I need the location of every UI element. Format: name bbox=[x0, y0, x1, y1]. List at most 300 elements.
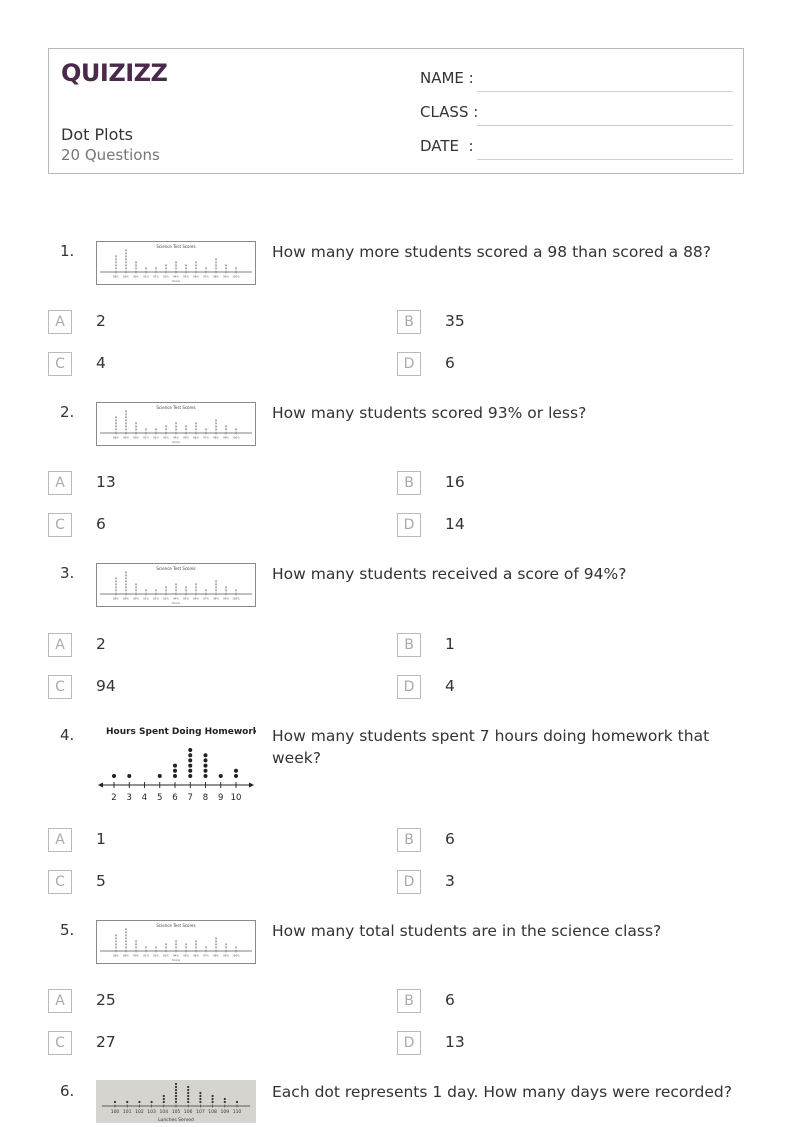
option-value: 14 bbox=[445, 515, 465, 533]
option-value: 1 bbox=[96, 830, 106, 848]
data-mark: × bbox=[134, 939, 138, 944]
option-letter: C bbox=[48, 675, 72, 699]
data-dot bbox=[204, 753, 208, 757]
tick-label: 99% bbox=[223, 954, 229, 958]
tick-label: 90% bbox=[133, 597, 139, 601]
data-dot bbox=[151, 1101, 153, 1103]
data-dot bbox=[199, 1101, 201, 1103]
tick-label: 88% bbox=[113, 954, 119, 958]
data-mark: × bbox=[164, 588, 168, 593]
data-dot bbox=[175, 1083, 177, 1085]
data-mark: × bbox=[114, 576, 118, 581]
option-letter: A bbox=[48, 310, 72, 334]
data-mark: × bbox=[114, 936, 118, 941]
science-dot-plot bbox=[97, 242, 255, 284]
name-field[interactable] bbox=[420, 69, 733, 95]
data-dot bbox=[158, 774, 162, 778]
science-dot-plot bbox=[97, 921, 255, 963]
data-dot bbox=[187, 1092, 189, 1094]
tick-label: 94% bbox=[173, 954, 179, 958]
data-mark: × bbox=[114, 260, 118, 265]
data-dot bbox=[234, 774, 238, 778]
data-mark: × bbox=[214, 424, 218, 429]
question-text: How many students received a score of 94%? bbox=[272, 565, 627, 583]
data-mark: × bbox=[144, 945, 148, 950]
data-dot bbox=[199, 1098, 201, 1100]
data-mark: × bbox=[184, 945, 188, 950]
data-mark: × bbox=[164, 266, 168, 271]
data-mark: × bbox=[194, 260, 198, 265]
data-dot bbox=[188, 753, 192, 757]
tick-label: 93% bbox=[163, 597, 169, 601]
data-mark: × bbox=[114, 424, 118, 429]
data-mark: × bbox=[124, 585, 128, 590]
data-dot bbox=[138, 1101, 140, 1103]
option-letter: D bbox=[397, 1031, 421, 1055]
data-dot bbox=[224, 1098, 226, 1100]
tick-label: 100% bbox=[232, 597, 240, 601]
science-dot-plot-thumbnail bbox=[96, 402, 256, 446]
tick-label: 5 bbox=[157, 793, 163, 803]
axis-label: Score bbox=[172, 601, 180, 605]
data-mark: × bbox=[124, 927, 128, 932]
data-mark: × bbox=[134, 263, 138, 268]
option-letter: B bbox=[397, 828, 421, 852]
class-field[interactable] bbox=[420, 103, 733, 129]
data-dot bbox=[187, 1098, 189, 1100]
data-mark: × bbox=[124, 263, 128, 268]
tick-label: 99% bbox=[223, 597, 229, 601]
data-mark: × bbox=[174, 260, 178, 265]
data-mark: × bbox=[124, 415, 128, 420]
option-letter: A bbox=[48, 633, 72, 657]
tick-label: 88% bbox=[113, 436, 119, 440]
question-number: 4. bbox=[60, 726, 75, 744]
data-dot bbox=[187, 1089, 189, 1091]
data-dot bbox=[224, 1101, 226, 1103]
date-line bbox=[477, 159, 733, 160]
date-field[interactable] bbox=[420, 137, 733, 163]
science-dot-plot bbox=[97, 564, 255, 606]
data-mark: × bbox=[184, 585, 188, 590]
data-dot bbox=[188, 758, 192, 762]
data-mark: × bbox=[194, 582, 198, 587]
data-dot bbox=[212, 1101, 214, 1103]
tick-label: 105 bbox=[171, 1110, 181, 1115]
tick-label: 100% bbox=[232, 954, 240, 958]
data-mark: × bbox=[114, 585, 118, 590]
data-dot bbox=[204, 764, 208, 768]
option-letter: A bbox=[48, 471, 72, 495]
data-mark: × bbox=[114, 266, 118, 271]
data-mark: × bbox=[124, 939, 128, 944]
tick-label: 104 bbox=[159, 1110, 169, 1115]
tick-label: 93% bbox=[163, 275, 169, 279]
data-mark: × bbox=[134, 588, 138, 593]
tick-label: 97% bbox=[203, 954, 209, 958]
option-value: 6 bbox=[445, 830, 455, 848]
data-mark: × bbox=[124, 930, 128, 935]
data-mark: × bbox=[174, 266, 178, 271]
data-mark: × bbox=[174, 939, 178, 944]
tick-label: 89% bbox=[123, 436, 129, 440]
data-dot bbox=[175, 1098, 177, 1100]
question-text: How many total students are in the science class? bbox=[272, 922, 662, 940]
data-mark: × bbox=[144, 427, 148, 432]
data-dot bbox=[163, 1095, 165, 1097]
data-mark: × bbox=[194, 424, 198, 429]
data-mark: × bbox=[174, 421, 178, 426]
data-dot bbox=[187, 1095, 189, 1097]
tick-label: 96% bbox=[193, 275, 199, 279]
tick-label: 88% bbox=[113, 275, 119, 279]
tick-label: 96% bbox=[193, 954, 199, 958]
option-value: 2 bbox=[96, 312, 106, 330]
data-mark: × bbox=[214, 266, 218, 271]
science-dot-plot-thumbnail bbox=[96, 563, 256, 607]
data-mark: × bbox=[124, 418, 128, 423]
axis-label: Score bbox=[172, 279, 180, 283]
data-mark: × bbox=[184, 424, 188, 429]
tick-label: 93% bbox=[163, 954, 169, 958]
tick-label: 3 bbox=[126, 793, 132, 803]
data-mark: × bbox=[154, 945, 158, 950]
tick-label: 96% bbox=[193, 436, 199, 440]
data-mark: × bbox=[214, 427, 218, 432]
data-mark: × bbox=[194, 427, 198, 432]
data-dot bbox=[173, 774, 177, 778]
data-mark: × bbox=[114, 421, 118, 426]
option-letter: C bbox=[48, 1031, 72, 1055]
data-mark: × bbox=[164, 585, 168, 590]
science-dot-plot-thumbnail bbox=[96, 241, 256, 285]
data-mark: × bbox=[114, 254, 118, 259]
science-dot-plot bbox=[97, 403, 255, 445]
data-dot bbox=[212, 1098, 214, 1100]
tick-label: 88% bbox=[113, 597, 119, 601]
tick-label: 94% bbox=[173, 597, 179, 601]
data-dot bbox=[187, 1101, 189, 1103]
science-plot-title: Science Test Scores bbox=[156, 923, 196, 928]
data-mark: × bbox=[224, 588, 228, 593]
data-mark: × bbox=[124, 576, 128, 581]
data-mark: × bbox=[194, 945, 198, 950]
data-mark: × bbox=[114, 579, 118, 584]
data-mark: × bbox=[224, 585, 228, 590]
data-dot bbox=[175, 1086, 177, 1088]
data-mark: × bbox=[114, 939, 118, 944]
tick-label: 107 bbox=[196, 1110, 205, 1115]
data-mark: × bbox=[174, 942, 178, 947]
data-mark: × bbox=[124, 936, 128, 941]
data-mark: × bbox=[224, 942, 228, 947]
data-mark: × bbox=[134, 266, 138, 271]
tick-label: 106 bbox=[183, 1110, 193, 1115]
tick-label: 99% bbox=[223, 436, 229, 440]
tick-label: 92% bbox=[153, 436, 159, 440]
data-mark: × bbox=[214, 263, 218, 268]
data-mark: × bbox=[184, 942, 188, 947]
data-mark: × bbox=[124, 570, 128, 575]
data-mark: × bbox=[214, 421, 218, 426]
homework-plot-title: Hours Spent Doing Homework bbox=[106, 727, 256, 737]
data-dot bbox=[126, 1101, 128, 1103]
class-label: CLASS : bbox=[420, 103, 479, 121]
data-mark: × bbox=[214, 260, 218, 265]
data-mark: × bbox=[124, 588, 128, 593]
tick-label: 98% bbox=[213, 954, 219, 958]
tick-label: 109 bbox=[220, 1110, 230, 1115]
option-value: 2 bbox=[96, 635, 106, 653]
data-mark: × bbox=[124, 421, 128, 426]
data-mark: × bbox=[164, 942, 168, 947]
data-dot bbox=[234, 769, 238, 773]
data-dot bbox=[236, 1101, 238, 1103]
tick-label: 89% bbox=[123, 954, 129, 958]
data-mark: × bbox=[224, 945, 228, 950]
option-letter: C bbox=[48, 513, 72, 537]
name-line bbox=[477, 91, 733, 92]
data-mark: × bbox=[124, 933, 128, 938]
data-mark: × bbox=[124, 412, 128, 417]
question-number: 1. bbox=[60, 242, 75, 260]
data-mark: × bbox=[114, 415, 118, 420]
tick-label: 100% bbox=[232, 436, 240, 440]
data-mark: × bbox=[174, 424, 178, 429]
option-value: 25 bbox=[96, 991, 116, 1009]
data-mark: × bbox=[184, 427, 188, 432]
data-mark: × bbox=[224, 266, 228, 271]
tick-label: 98% bbox=[213, 436, 219, 440]
tick-label: 91% bbox=[143, 954, 149, 958]
data-mark: × bbox=[214, 579, 218, 584]
option-letter: D bbox=[397, 513, 421, 537]
tick-label: 103 bbox=[147, 1110, 156, 1115]
data-mark: × bbox=[194, 939, 198, 944]
data-dot bbox=[188, 774, 192, 778]
question-number: 3. bbox=[60, 564, 75, 582]
question-text: How many students scored 93% or less? bbox=[272, 404, 587, 422]
data-mark: × bbox=[214, 257, 218, 262]
tick-label: 89% bbox=[123, 597, 129, 601]
data-mark: × bbox=[134, 427, 138, 432]
question-number: 5. bbox=[60, 921, 75, 939]
data-dot bbox=[188, 764, 192, 768]
tick-label: 95% bbox=[183, 275, 189, 279]
data-mark: × bbox=[124, 424, 128, 429]
data-mark: × bbox=[214, 585, 218, 590]
question-text: How many more students scored a 98 than scored a 88? bbox=[272, 243, 712, 261]
data-dot bbox=[173, 769, 177, 773]
question-count: 20 Questions bbox=[61, 146, 160, 164]
data-dot bbox=[188, 769, 192, 773]
tick-label: 7 bbox=[187, 793, 193, 803]
data-mark: × bbox=[124, 945, 128, 950]
data-mark: × bbox=[144, 588, 148, 593]
tick-label: 94% bbox=[173, 275, 179, 279]
data-mark: × bbox=[204, 945, 208, 950]
data-mark: × bbox=[114, 933, 118, 938]
option-value: 6 bbox=[96, 515, 106, 533]
data-dot bbox=[199, 1095, 201, 1097]
data-dot bbox=[175, 1095, 177, 1097]
data-dot bbox=[219, 774, 223, 778]
option-value: 3 bbox=[445, 872, 455, 890]
option-letter: A bbox=[48, 989, 72, 1013]
worksheet-title: Dot Plots bbox=[61, 125, 133, 144]
tick-label: 92% bbox=[153, 597, 159, 601]
quizizz-logo: QUIZIZZ bbox=[61, 59, 168, 87]
data-mark: × bbox=[174, 582, 178, 587]
data-mark: × bbox=[144, 266, 148, 271]
science-plot-title: Science Test Scores bbox=[156, 566, 196, 571]
data-mark: × bbox=[204, 427, 208, 432]
data-mark: × bbox=[214, 939, 218, 944]
data-mark: × bbox=[204, 588, 208, 593]
option-value: 94 bbox=[96, 677, 116, 695]
worksheet-header bbox=[48, 48, 744, 174]
data-dot bbox=[112, 774, 116, 778]
data-mark: × bbox=[124, 260, 128, 265]
data-dot bbox=[204, 769, 208, 773]
question-number: 2. bbox=[60, 403, 75, 421]
data-mark: × bbox=[124, 579, 128, 584]
data-mark: × bbox=[114, 427, 118, 432]
data-mark: × bbox=[214, 945, 218, 950]
science-dot-plot-thumbnail bbox=[96, 920, 256, 964]
option-letter: B bbox=[397, 310, 421, 334]
data-mark: × bbox=[114, 418, 118, 423]
science-plot-title: Science Test Scores bbox=[156, 405, 196, 410]
data-mark: × bbox=[174, 585, 178, 590]
data-dot bbox=[175, 1101, 177, 1103]
tick-label: 96% bbox=[193, 597, 199, 601]
data-mark: × bbox=[164, 424, 168, 429]
data-mark: × bbox=[114, 582, 118, 587]
axis-label: Score bbox=[172, 958, 180, 962]
tick-label: 90% bbox=[133, 275, 139, 279]
option-value: 4 bbox=[445, 677, 455, 695]
tick-label: 98% bbox=[213, 597, 219, 601]
data-mark: × bbox=[164, 427, 168, 432]
data-mark: × bbox=[174, 263, 178, 268]
data-mark: × bbox=[214, 588, 218, 593]
tick-label: 97% bbox=[203, 597, 209, 601]
tick-label: 8 bbox=[202, 793, 209, 803]
tick-label: 95% bbox=[183, 954, 189, 958]
option-value: 5 bbox=[96, 872, 106, 890]
option-letter: B bbox=[397, 633, 421, 657]
tick-label: 91% bbox=[143, 436, 149, 440]
option-value: 13 bbox=[96, 473, 116, 491]
data-mark: × bbox=[194, 585, 198, 590]
tick-label: 93% bbox=[163, 436, 169, 440]
data-mark: × bbox=[184, 263, 188, 268]
option-value: 27 bbox=[96, 1033, 116, 1051]
data-mark: × bbox=[124, 251, 128, 256]
option-letter: A bbox=[48, 828, 72, 852]
data-dot bbox=[163, 1101, 165, 1103]
tick-label: 2 bbox=[111, 793, 117, 803]
data-mark: × bbox=[174, 427, 178, 432]
data-mark: × bbox=[204, 266, 208, 271]
tick-label: 92% bbox=[153, 275, 159, 279]
data-dot bbox=[204, 758, 208, 762]
data-mark: × bbox=[134, 942, 138, 947]
data-mark: × bbox=[224, 424, 228, 429]
data-mark: × bbox=[124, 248, 128, 253]
option-letter: B bbox=[397, 989, 421, 1013]
data-dot bbox=[204, 774, 208, 778]
data-mark: × bbox=[134, 582, 138, 587]
data-dot bbox=[127, 774, 131, 778]
tick-label: 95% bbox=[183, 436, 189, 440]
data-mark: × bbox=[114, 263, 118, 268]
data-mark: × bbox=[214, 936, 218, 941]
data-mark: × bbox=[124, 409, 128, 414]
class-line bbox=[477, 125, 733, 126]
data-mark: × bbox=[234, 266, 238, 271]
science-plot-title: Science Test Scores bbox=[156, 244, 196, 249]
tick-label: 97% bbox=[203, 275, 209, 279]
data-dot bbox=[114, 1101, 116, 1103]
data-dot bbox=[187, 1086, 189, 1088]
data-mark: × bbox=[194, 421, 198, 426]
tick-label: 98% bbox=[213, 275, 219, 279]
data-dot bbox=[188, 748, 192, 752]
data-dot bbox=[212, 1095, 214, 1097]
data-mark: × bbox=[194, 263, 198, 268]
tick-label: 4 bbox=[141, 793, 148, 803]
name-label: NAME : bbox=[420, 69, 474, 87]
data-mark: × bbox=[214, 418, 218, 423]
data-mark: × bbox=[224, 263, 228, 268]
data-mark: × bbox=[124, 582, 128, 587]
data-mark: × bbox=[114, 945, 118, 950]
option-value: 1 bbox=[445, 635, 455, 653]
lunches-dot-plot-photo bbox=[96, 1080, 256, 1123]
data-mark: × bbox=[174, 588, 178, 593]
data-mark: × bbox=[234, 427, 238, 432]
lunches-axis-label: Lunches Served bbox=[158, 1118, 194, 1123]
tick-label: 110 bbox=[232, 1110, 242, 1115]
data-mark: × bbox=[134, 585, 138, 590]
data-mark: × bbox=[114, 588, 118, 593]
option-letter: C bbox=[48, 352, 72, 376]
data-dot bbox=[175, 1089, 177, 1091]
data-mark: × bbox=[134, 421, 138, 426]
option-letter: D bbox=[397, 675, 421, 699]
option-value: 13 bbox=[445, 1033, 465, 1051]
option-value: 6 bbox=[445, 991, 455, 1009]
data-mark: × bbox=[114, 257, 118, 262]
left-arrow bbox=[98, 783, 103, 788]
question-number: 6. bbox=[60, 1082, 75, 1100]
tick-label: 91% bbox=[143, 597, 149, 601]
date-label: DATE : bbox=[420, 137, 474, 155]
data-mark: × bbox=[194, 266, 198, 271]
data-mark: × bbox=[234, 588, 238, 593]
data-mark: × bbox=[164, 945, 168, 950]
data-mark: × bbox=[124, 942, 128, 947]
tick-label: 97% bbox=[203, 436, 209, 440]
data-mark: × bbox=[184, 266, 188, 271]
data-dot bbox=[163, 1098, 165, 1100]
data-mark: × bbox=[234, 945, 238, 950]
tick-label: 90% bbox=[133, 436, 139, 440]
homework-dot-plot bbox=[96, 722, 256, 806]
tick-label: 91% bbox=[143, 275, 149, 279]
